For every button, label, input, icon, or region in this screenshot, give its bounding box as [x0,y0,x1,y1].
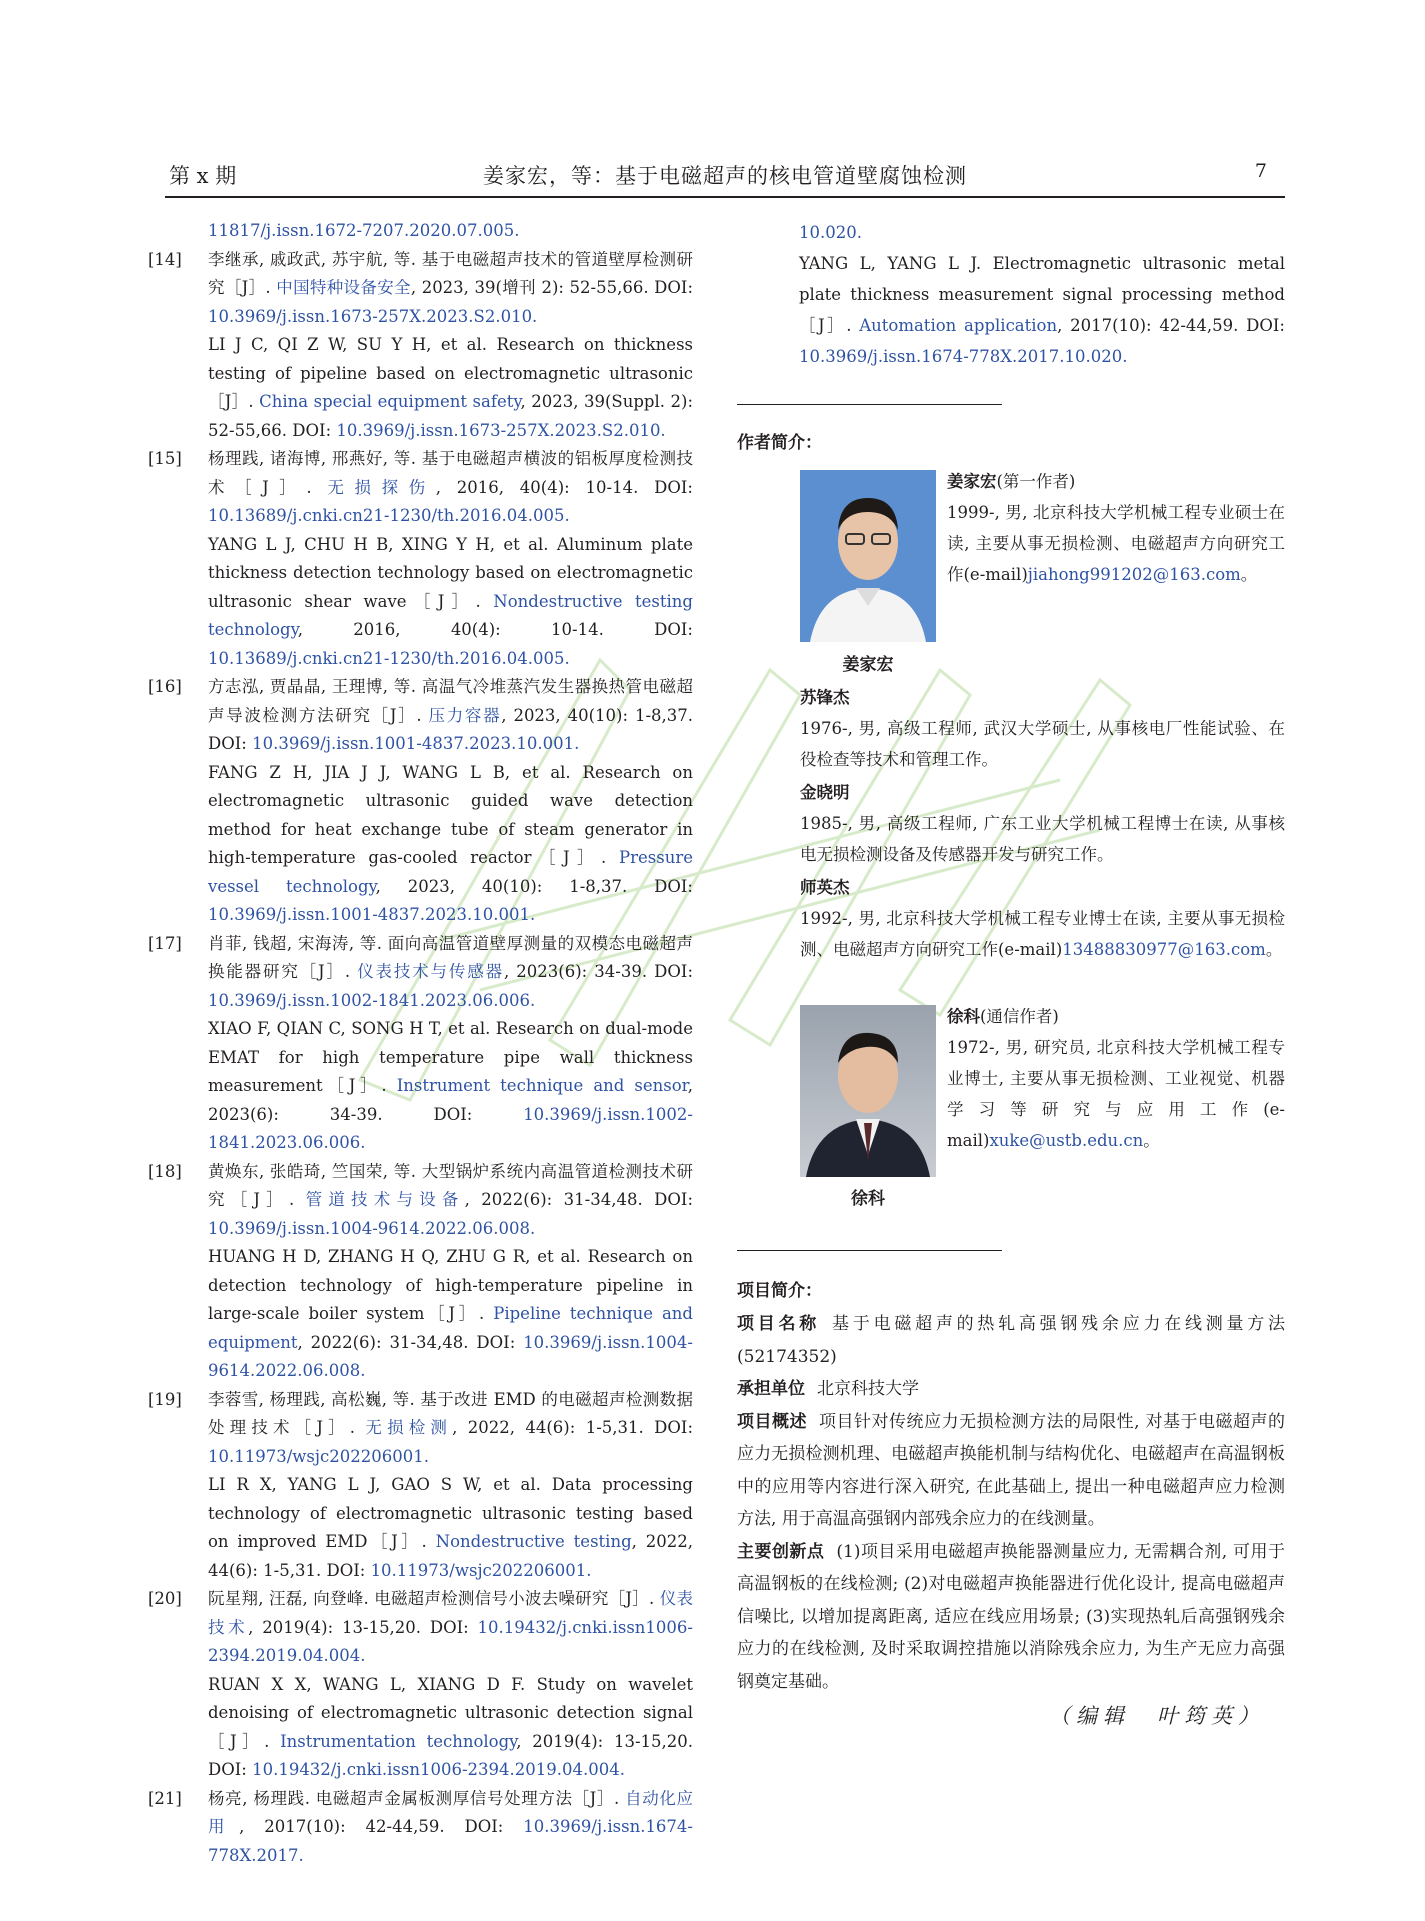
author-role: (通信作者) [980,1007,1059,1026]
author-bio-text: 1976-, 男, 高级工程师, 武汉大学硕士, 从事核电厂性能试验、在役检查等技术和管理工作。 [800,719,1285,769]
journal-link[interactable]: 自动化应用 [208,1788,693,1836]
reference-20 [148,1585,693,1785]
header-rule [165,196,1285,198]
reference-citation-cn: 李蓉雪, 杨理践, 高松巍, 等. 基于改进 EMD 的电磁超声检测数据处理技术［J］. [208,1389,693,1437]
journal-link[interactable]: Instrumentation technology [280,1731,517,1751]
doi-link[interactable]: 10.19432/j.cnki.issn1006-2394.2019.04.004. [208,1617,693,1665]
author-name: 姜家宏 [947,472,997,491]
author-bio-su [800,682,1285,775]
reference-17 [148,930,693,1158]
doi-link[interactable]: 11817/j.issn.1672-7207.2020.07.005. [208,221,520,240]
doi-link[interactable]: 10.3969/j.issn.1004-9614.2022.06.008. [208,1218,536,1238]
journal-link[interactable]: 仪表技术与传感器 [357,962,504,981]
doi-link[interactable]: 10.3969/j.issn.1674-778X.2017.10.020. [799,347,1128,366]
author-bio-shi [800,872,1285,965]
project-section-title: 项目简介： [737,1281,822,1301]
author-bio-text: 1972-, 男, 研究员, 北京科技大学机械工程专业博士, 主要从事无损检测、工业视觉、机器学习等研究与应用工作(e-mail) [947,1038,1285,1150]
doi-link[interactable]: 10.3969/j.issn.1001-4837.2023.10.001. [252,734,580,753]
reference-13-continued [148,217,693,246]
author-photo-caption: 徐科 [851,1189,885,1209]
doi-link[interactable]: 10.3969/j.issn.1002-1841.2023.06.006. [208,1104,693,1152]
doi-link[interactable]: 10.11973/wsjc202206001. [208,1446,429,1466]
reference-detail: , 2022, 44(6): 1-5,31. DOI: [452,1418,694,1437]
reference-citation-cn: 杨理践, 诸海博, 邢燕好, 等. 基于电磁超声横波的铝板厚度检测技术［J］. [208,449,693,497]
project-innovation: (1)项目采用电磁超声换能器测量应力, 无需耦合剂, 可用于高温钢板的在线检测; (2)对电磁超声换能器进行优化设计, 提高电磁超声信噪比, 以增加提离距离, 适应在线应用场景; (3)实现热轧后高强钢残余应力的在线检测, 及时采取调控措施以消除残余应力, 为生产无应力高强钢奠定基础。 [737,1541,1285,1692]
reference-18 [148,1158,693,1386]
journal-link[interactable]: Instrument technique and sensor [396,1076,688,1095]
section-rule [737,1250,1002,1251]
doi-link[interactable]: 10.13689/j.cnki.cn21-1230/th.2016.04.005. [208,648,570,668]
reference-detail: , 2022, 44(6): 1-5,31. DOI: [208,1532,693,1580]
author-role: (第一作者) [996,472,1076,491]
doi-link[interactable]: 10.11973/wsjc202206001. [370,1560,592,1580]
reference-detail: , 2023(6): 34-39. DOI: [208,1076,693,1124]
project-overview: 项目针对传统应力无损检测方法的局限性, 对基于电磁超声的应力无损检测机理、电磁超声换能机制与结构优化、电磁超声在高温钢板中的应用等内容进行深入研究, 在此基础上, 提出一种电磁超声应力检测方法, 用于高温高强钢内部残余应力的在线测量。 [737,1411,1286,1529]
reference-citation-en: LI R X, YANG L J, GAO S W, et al. Data processing technology of electromagnetic ultrasonic testing based on improved EMD［J］. [208,1475,693,1551]
reference-citation-en: FANG Z H, JIA J J, WANG L B, et al. Research on electromagnetic ultrasonic guided wave detection method for heat exchange tube of steam generator in high-temperature gas-cooled reactor［J］. [208,762,693,867]
reference-detail: , 2023, 39(Suppl. 2): 52-55,66. DOI: [208,392,693,440]
author-bio-text: 1999-, 男, 北京科技大学机械工程专业硕士在读, 主要从事无损检测、电磁超声方向研究工作(e-mail) [947,503,1285,584]
reference-detail: , 2023, 40(10): 1-8,37. DOI: [208,705,694,753]
author-bio-jin [800,777,1285,870]
doi-link[interactable]: 10.3969/j.issn.1674-778X.2017. [208,1817,694,1865]
doi-link[interactable]: 10.020. [799,223,862,242]
reference-number: [18] [148,1161,182,1181]
journal-link[interactable]: 仪表技术 [208,1589,693,1637]
journal-link[interactable]: 中国特种设备安全 [276,278,411,297]
reference-detail: , 2023(6): 34-39. DOI: [503,962,694,981]
issue-label: 第 x 期 [169,164,237,188]
doi-link[interactable]: 10.13689/j.cnki.cn21-1230/th.2016.04.005. [208,506,570,525]
reference-detail: , 2016, 40(4): 10-14. DOI: [297,620,693,639]
author-photo-xu [800,1005,936,1177]
reference-detail: , 2019(4): 13-15,20. DOI: [208,1731,693,1779]
author-email-link[interactable]: jiahong991202@163.com [1027,565,1241,584]
project-details [737,1308,1285,1698]
reference-detail: , 2022(6): 31-34,48. DOI: [297,1332,524,1352]
author-name: 徐科 [947,1007,980,1026]
doi-link[interactable]: 10.3969/j.issn.1004-9614.2022.06.008. [208,1332,693,1380]
reference-21 [148,1785,693,1871]
page-number: 7 [1254,160,1267,182]
journal-link[interactable]: Pipeline technique and equipment [208,1304,693,1352]
author-email-link[interactable]: xuke@ustb.edu.cn [989,1131,1144,1150]
reference-number: [14] [148,249,182,269]
journal-link[interactable]: Pressure vessel technology [208,848,693,896]
author-photo-caption: 姜家宏 [842,655,894,675]
reference-number: [17] [148,933,182,953]
references-right-column [737,217,1285,372]
reference-16 [148,673,693,930]
reference-citation-en: RUAN X X, WANG L, XIANG D F. Study on wavelet denoising of electromagnetic ultrasonic detection signal［J］. [208,1674,693,1751]
reference-number: [20] [148,1589,182,1608]
editor-credit: （编辑 叶筠英） [1049,1704,1265,1728]
doi-link[interactable]: 10.3969/j.issn.1002-1841.2023.06.006. [208,990,536,1010]
reference-19 [148,1386,693,1586]
punctuation: 。 [1265,940,1283,959]
doi-link[interactable]: 10.3969/j.issn.1673-257X.2023.S2.010. [208,306,538,326]
reference-citation-cn: 阮星翔, 汪磊, 向登峰. 电磁超声检测信号小波去噪研究［J］. [208,1589,660,1608]
section-rule [737,404,1002,405]
author-bio-text: 1992-, 男, 北京科技大学机械工程专业博士在读, 主要从事无损检测、电磁超声方向研究工作(e-mail) [800,909,1285,959]
reference-detail: , 2017(10): 42-44,59. DOI: [239,1817,524,1836]
reference-citation-cn: 李继承, 戚政武, 苏宇航, 等. 基于电磁超声技术的管道壁厚检测研究［J］. [208,249,693,297]
journal-link[interactable]: 无损探伤 [327,477,436,497]
author-photo-jiang [800,470,936,642]
project-unit-label: 承担单位 [737,1379,805,1399]
journal-link[interactable]: Automation application [859,316,1058,335]
reference-citation-en: YANG L, YANG L J. Electromagnetic ultrasonic metal plate thickness measurement signal processing method［J］. [799,254,1285,335]
reference-number: [15] [148,449,182,468]
project-overview-label: 项目概述 [737,1411,808,1432]
reference-citation-cn: 方志泓, 贾晶晶, 王理博, 等. 高温气冷堆蒸汽发生器换热管电磁超声导波检测方法研究［J］. [208,677,693,725]
reference-detail: , 2016, 40(4): 10-14. DOI: [435,477,693,497]
reference-number: [21] [148,1788,182,1808]
project-unit: 北京科技大学 [817,1379,919,1399]
reference-citation-en: LI J C, QI Z W, SU Y H, et al. Research on thickness testing of pipeline based on electromagnetic ultrasonic［J］. [208,335,693,411]
reference-detail: , 2022(6): 31-34,48. DOI: [464,1190,693,1209]
journal-link[interactable]: 压力容器 [428,705,502,725]
reference-number: [16] [148,677,182,696]
running-title: 姜家宏，等：基于电磁超声的核电管道壁腐蚀检测 [483,164,967,188]
project-innovation-label: 主要创新点 [737,1541,825,1562]
author-name: 金晓明 [800,783,850,802]
doi-link[interactable]: 10.19432/j.cnki.issn1006-2394.2019.04.004. [252,1760,625,1779]
journal-link[interactable]: 无损检测 [365,1418,453,1437]
author-bio-text: 1985-, 男, 高级工程师, 广东工业大学机械工程博士在读, 从事核电无损检测设备及传感器开发与研究工作。 [800,814,1285,864]
journal-link[interactable]: Nondestructive testing technology [208,591,693,639]
references-left-column [148,217,693,1870]
portrait-icon [800,1005,936,1177]
reference-citation-cn: 肖菲, 钱超, 宋海涛, 等. 面向高温管道壁厚测量的双模态电磁超声换能器研究［J］. [208,933,693,981]
reference-citation-en: YANG L J, CHU H B, XING Y H, et al. Aluminum plate thickness detection technology based on electromagnetic ultrasonic shear wave［J］. [208,534,693,611]
punctuation: 。 [1143,1131,1160,1150]
journal-link[interactable]: Nondestructive testing [435,1532,632,1551]
running-header [165,158,1285,198]
reference-citation-en: XIAO F, QIAN C, SONG H T, et al. Research on dual-mode EMAT for high temperature pipe wall thickness measurement［J］. [208,1019,693,1095]
project-name-label: 项目名称 [737,1314,821,1334]
reference-detail: , 2023, 40(10): 1-8,37. DOI: [375,876,693,896]
reference-detail: , 2023, 39(增刊 2): 52-55,66. DOI: [410,278,694,297]
reference-citation-en: HUANG H D, ZHANG H Q, ZHU G R, et al. Research on detection technology of high-temperature pipeline in large-scale boiler system［J］. [208,1247,693,1323]
reference-number: [19] [148,1389,182,1409]
doi-link[interactable]: 10.3969/j.issn.1001-4837.2023.10.001. [208,905,536,924]
reference-detail: , 2019(4): 13-15,20. DOI: [248,1617,478,1637]
author-name: 苏锋杰 [800,688,850,707]
doi-link[interactable]: 10.3969/j.issn.1673-257X.2023.S2.010. [336,420,666,440]
journal-link[interactable]: China special equipment safety [259,392,521,411]
reference-citation-cn: 杨亮, 杨理践. 电磁超声金属板测厚信号处理方法［J］. [208,1788,626,1808]
reference-citation-cn: 黄焕东, 张皓琦, 竺国荣, 等. 大型锅炉系统内高温管道检测技术研究［J］. [208,1161,693,1209]
journal-link[interactable]: 管道技术与设备 [305,1190,465,1209]
reference-14 [148,246,693,446]
author-bio-xu [947,1001,1285,1156]
reference-21-continued [737,217,1285,372]
reference-detail: , 2017(10): 42-44,59. DOI: [1057,316,1285,335]
author-bio-jiang [947,466,1285,590]
authors-section-title: 作者简介： [737,433,822,453]
project-name: 基于电磁超声的热轧高强钢残余应力在线测量方法(52174352) [737,1314,1286,1367]
reference-15 [148,445,693,673]
portrait-icon [800,470,936,642]
author-email-link[interactable]: 13488830977@163.com [1062,940,1266,959]
punctuation: 。 [1240,565,1258,584]
author-name: 师英杰 [800,878,850,897]
